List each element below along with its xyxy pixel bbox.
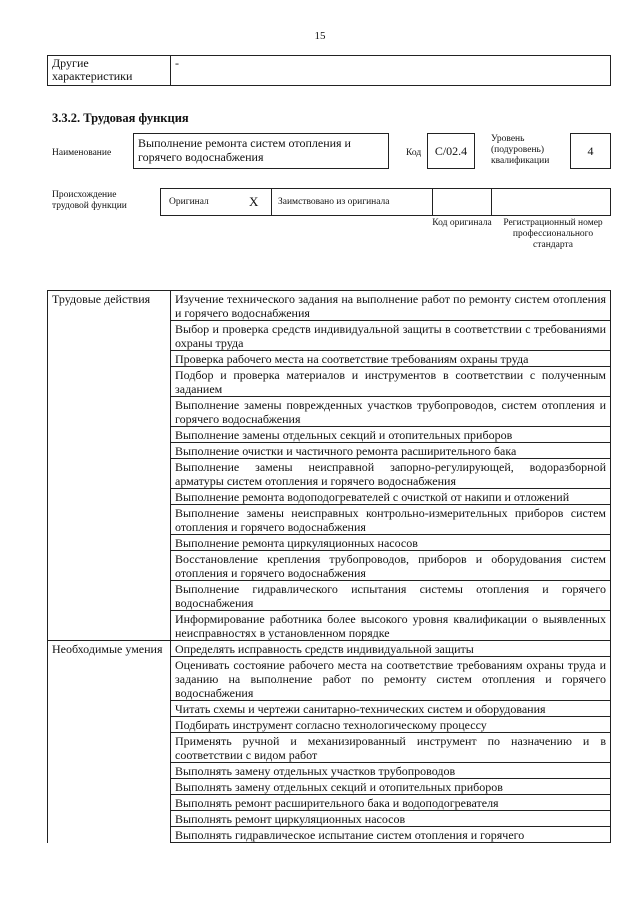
page-number: 15 <box>314 30 326 42</box>
labor-actions-item: Выполнение замены отдельных секций и отопительных приборов <box>171 427 611 443</box>
labor-actions-item: Восстановление крепления трубопроводов, приборов и оборудования систем отопления и горячего водоснабжения <box>171 551 611 581</box>
required-skills-item: Оценивать состояние рабочего места на соответствие требованиям охраны труда и заданию на выполнение работ по ремонту систем отопления и горячего водоснабжения <box>171 657 611 701</box>
code-value-box: С/02.4 <box>427 133 475 169</box>
labor-actions-item: Выполнение очистки и частичного ремонта расширительного бака <box>171 443 611 459</box>
qualification-level-label: Уровень (подуровень) квалификации <box>491 134 550 166</box>
other-characteristics-label: Другие характеристики <box>48 56 171 86</box>
labor-actions-item: Изучение технического задания на выполнение работ по ремонту систем отопления и горячего водоснабжения <box>171 291 611 321</box>
registration-number-label: Регистрационный номер профессионального стандарта <box>503 218 603 250</box>
labor-actions-item: Выполнение замены поврежденных участков трубопроводов, систем отопления и горячего водоснабжения <box>171 397 611 427</box>
labor-actions-item: Выполнение замены неисправных контрольно-измерительных приборов систем отопления и горячего водоснабжения <box>171 505 611 535</box>
labor-actions-item: Выполнение ремонта водоподогревателей с очисткой от накипи и отложений <box>171 489 611 505</box>
labor-actions-item: Выполнение ремонта циркуляционных насосов <box>171 535 611 551</box>
labor-actions-item: Подбор и проверка материалов и инструментов в соответствии с полученным заданием <box>171 367 611 397</box>
required-skills-label: Необходимые умения <box>48 641 171 843</box>
other-characteristics-table <box>47 55 611 86</box>
origin-borrowed-cell <box>271 188 433 216</box>
required-skills-item: Применять ручной и механизированный инструмент по назначению и в соответствии с видом работ <box>171 733 611 763</box>
required-skills-item: Выполнять замену отдельных участков трубопроводов <box>171 763 611 779</box>
function-name-box: Выполнение ремонта систем отопления и горячего водоснабжения <box>133 133 389 169</box>
other-characteristics-value: - <box>171 56 611 86</box>
origin-label: Происхождение трудовой функции <box>52 190 127 211</box>
labor-actions-item: Выбор и проверка средств индивидуальной защиты в соответствии с требованиями охраны труда <box>171 321 611 351</box>
table-row <box>48 641 611 657</box>
labor-actions-item: Проверка рабочего места на соответствие требованиям охраны труда <box>171 351 611 367</box>
origin-borrowed-label: Заимствовано из оригинала <box>278 197 390 207</box>
required-skills-item: Выполнять ремонт расширительного бака и водоподогревателя <box>171 795 611 811</box>
function-details-body <box>48 291 611 843</box>
labor-actions-label: Трудовые действия <box>48 291 171 641</box>
required-skills-item: Выполнять замену отдельных секций и отопительных приборов <box>171 779 611 795</box>
origin-original-mark: Х <box>249 194 259 209</box>
required-skills-item: Читать схемы и чертежи санитарно-технических систем и оборудования <box>171 701 611 717</box>
code-label: Код <box>406 148 422 158</box>
labor-actions-item: Информирование работника более высокого уровня квалификации о выявленных неисправностях в установленном порядке <box>171 611 611 641</box>
name-label: Наименование <box>52 148 112 158</box>
origin-original-cell <box>160 188 272 216</box>
required-skills-item: Подбирать инструмент согласно технологическому процессу <box>171 717 611 733</box>
function-details-table <box>47 290 611 843</box>
origin-grid <box>160 188 611 216</box>
table-row <box>48 291 611 321</box>
labor-actions-item: Выполнение гидравлического испытания системы отопления и горячего водоснабжения <box>171 581 611 611</box>
section-title: 3.3.2. Трудовая функция <box>52 111 189 125</box>
origin-original-label: Оригинал <box>169 197 209 207</box>
required-skills-item: Определять исправность средств индивидуальной защиты <box>171 641 611 657</box>
required-skills-item: Выполнять гидравлическое испытание систем отопления и горячего <box>171 827 611 843</box>
labor-actions-item: Выполнение замены неисправной запорно-регулирующей, водоразборной арматуры систем отопления и горячего водоснабжения <box>171 459 611 489</box>
origin-code-cell <box>432 188 492 216</box>
required-skills-item: Выполнять ремонт циркуляционных насосов <box>171 811 611 827</box>
code-original-label: Код оригинала <box>432 218 492 228</box>
qualification-level-box: 4 <box>570 133 611 169</box>
origin-registration-cell <box>491 188 611 216</box>
table-row <box>48 56 611 86</box>
